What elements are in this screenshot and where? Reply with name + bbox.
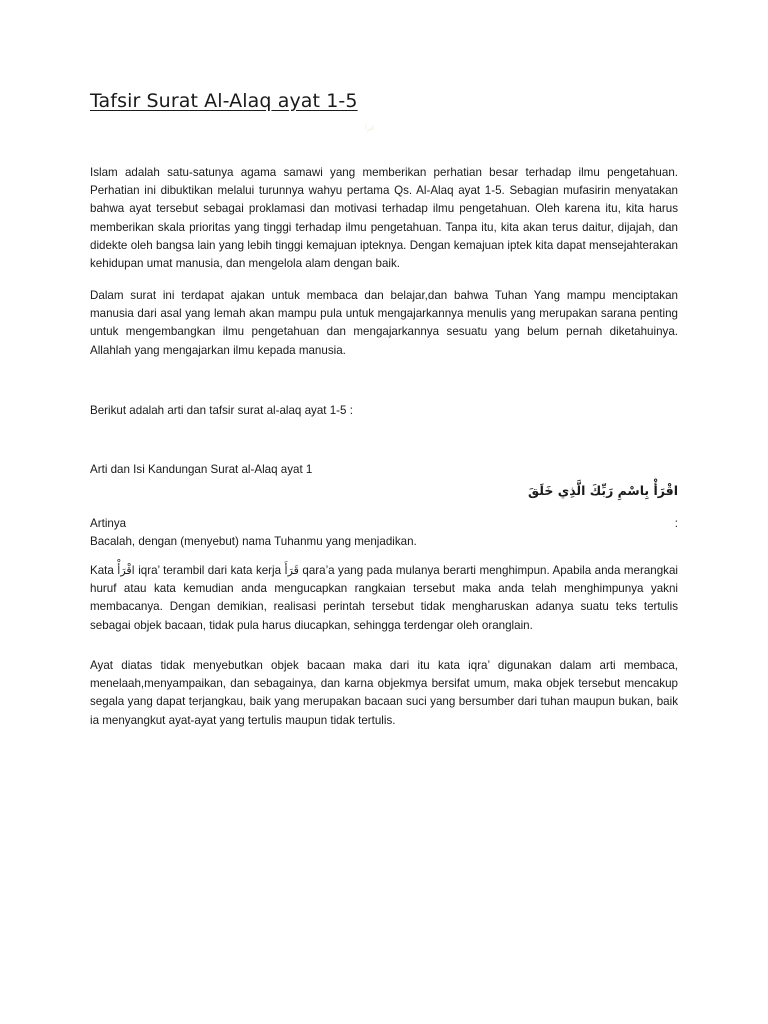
artinya-row [90, 515, 678, 533]
paragraph-objek-bacaan: Ayat diatas tidak menyebutkan objek bacaan maka dari itu kata iqra’ digunakan dalam arti membaca, menelaah,menyampaikan, dan sebagainya, dan karna objekmya bersifat umum, maka objek tersebut mencakup segala yang dapat terjangkau, baik yang merupakan bacaan suci yang bersumber dari tuhan maupun bukan, baik ia menyangkut ayat-ayat yang tertulis maupun tidak tertulis. [90, 659, 678, 727]
kata-prefix: Kata [90, 564, 118, 577]
arabic-word-iqra: اقْرَأْ [117, 564, 135, 577]
translation-line: Bacalah, dengan (menyebut) nama Tuhanmu yang menjadikan. [90, 535, 417, 548]
artinya-colon: : [674, 517, 678, 530]
paragraph-intro: Islam adalah satu-satunya agama samawi yang memberikan perhatian besar terhadap ilmu pengetahuan. Perhatian ini dibuktikan melalui turunnya wahyu pertama Qs. Al-Alaq ayat 1-5. Sebagian mufasirin menyatakan bahwa ayat tersebut sebagai proklamasi dan motivasi terhadap ilmu pengetahuan. Oleh karena itu, kita harus memberikan skala prioritas yang tinggi terhadap ilmu pengetahuan. Tanpa itu, kita akan terus daitur, dijajah, dan didekte oleh bangsa lain yang lebih tinggi kemajuan ipteknya. Dengan kemajuan iptek kita dapat mensejahterakan kehidupan umat manusia, dan mengelola alam dengan baik. [90, 166, 678, 271]
paragraph-ajakan: Dalam surat ini terdapat ajakan untuk membaca dan belajar,dan bahwa Tuhan Yang mampu menciptakan manusia dari asal yang lemah akan mampu pula untuk mengajarkannya menulis yang merupakan sarana penting untuk mengembangkan ilmu pengetahuan dan mengajarkannya sesuatu yang belum pernah diketahuinya. Allahlah yang mengajarkan ilmu kepada manusia. [90, 289, 678, 357]
document-page [90, 0, 678, 1024]
paragraph-kata [90, 562, 678, 635]
kata-mid: iqra’ terambil dari kata kerja [134, 564, 285, 577]
intro-line: Berikut adalah arti dan tafsir surat al-alaq ayat 1-5 : [90, 404, 353, 417]
arabic-word-qaraa: قَرَأَ [284, 564, 299, 577]
section-heading: Arti dan Isi Kandungan Surat al-Alaq ayat 1 [90, 463, 313, 476]
kata-rest: qara’a yang pada mulanya berarti menghimpun. Apabila anda merangkai huruf atau kata kemudian anda mengucapkan rangkaian tersebut maka anda telah menghimpunya yakni membacanya. Dengan demikian, realisasi perintah tersebut tidak mengharuskan adanya suatu teks tertulis sebagai objek bacaan, tidak pula harus diucapkan, sehingga terdengar oleh oranglain. [90, 564, 678, 632]
artinya-label: Artinya [90, 517, 127, 530]
document-title: Tafsir Surat Al-Alaq ayat 1-5 [90, 90, 358, 112]
faint-watermark: قرأ [365, 124, 375, 132]
verse-arabic: اقْرَأْ بِاسْمِ رَبِّكَ الَّذِي خَلَقَ [528, 483, 678, 498]
